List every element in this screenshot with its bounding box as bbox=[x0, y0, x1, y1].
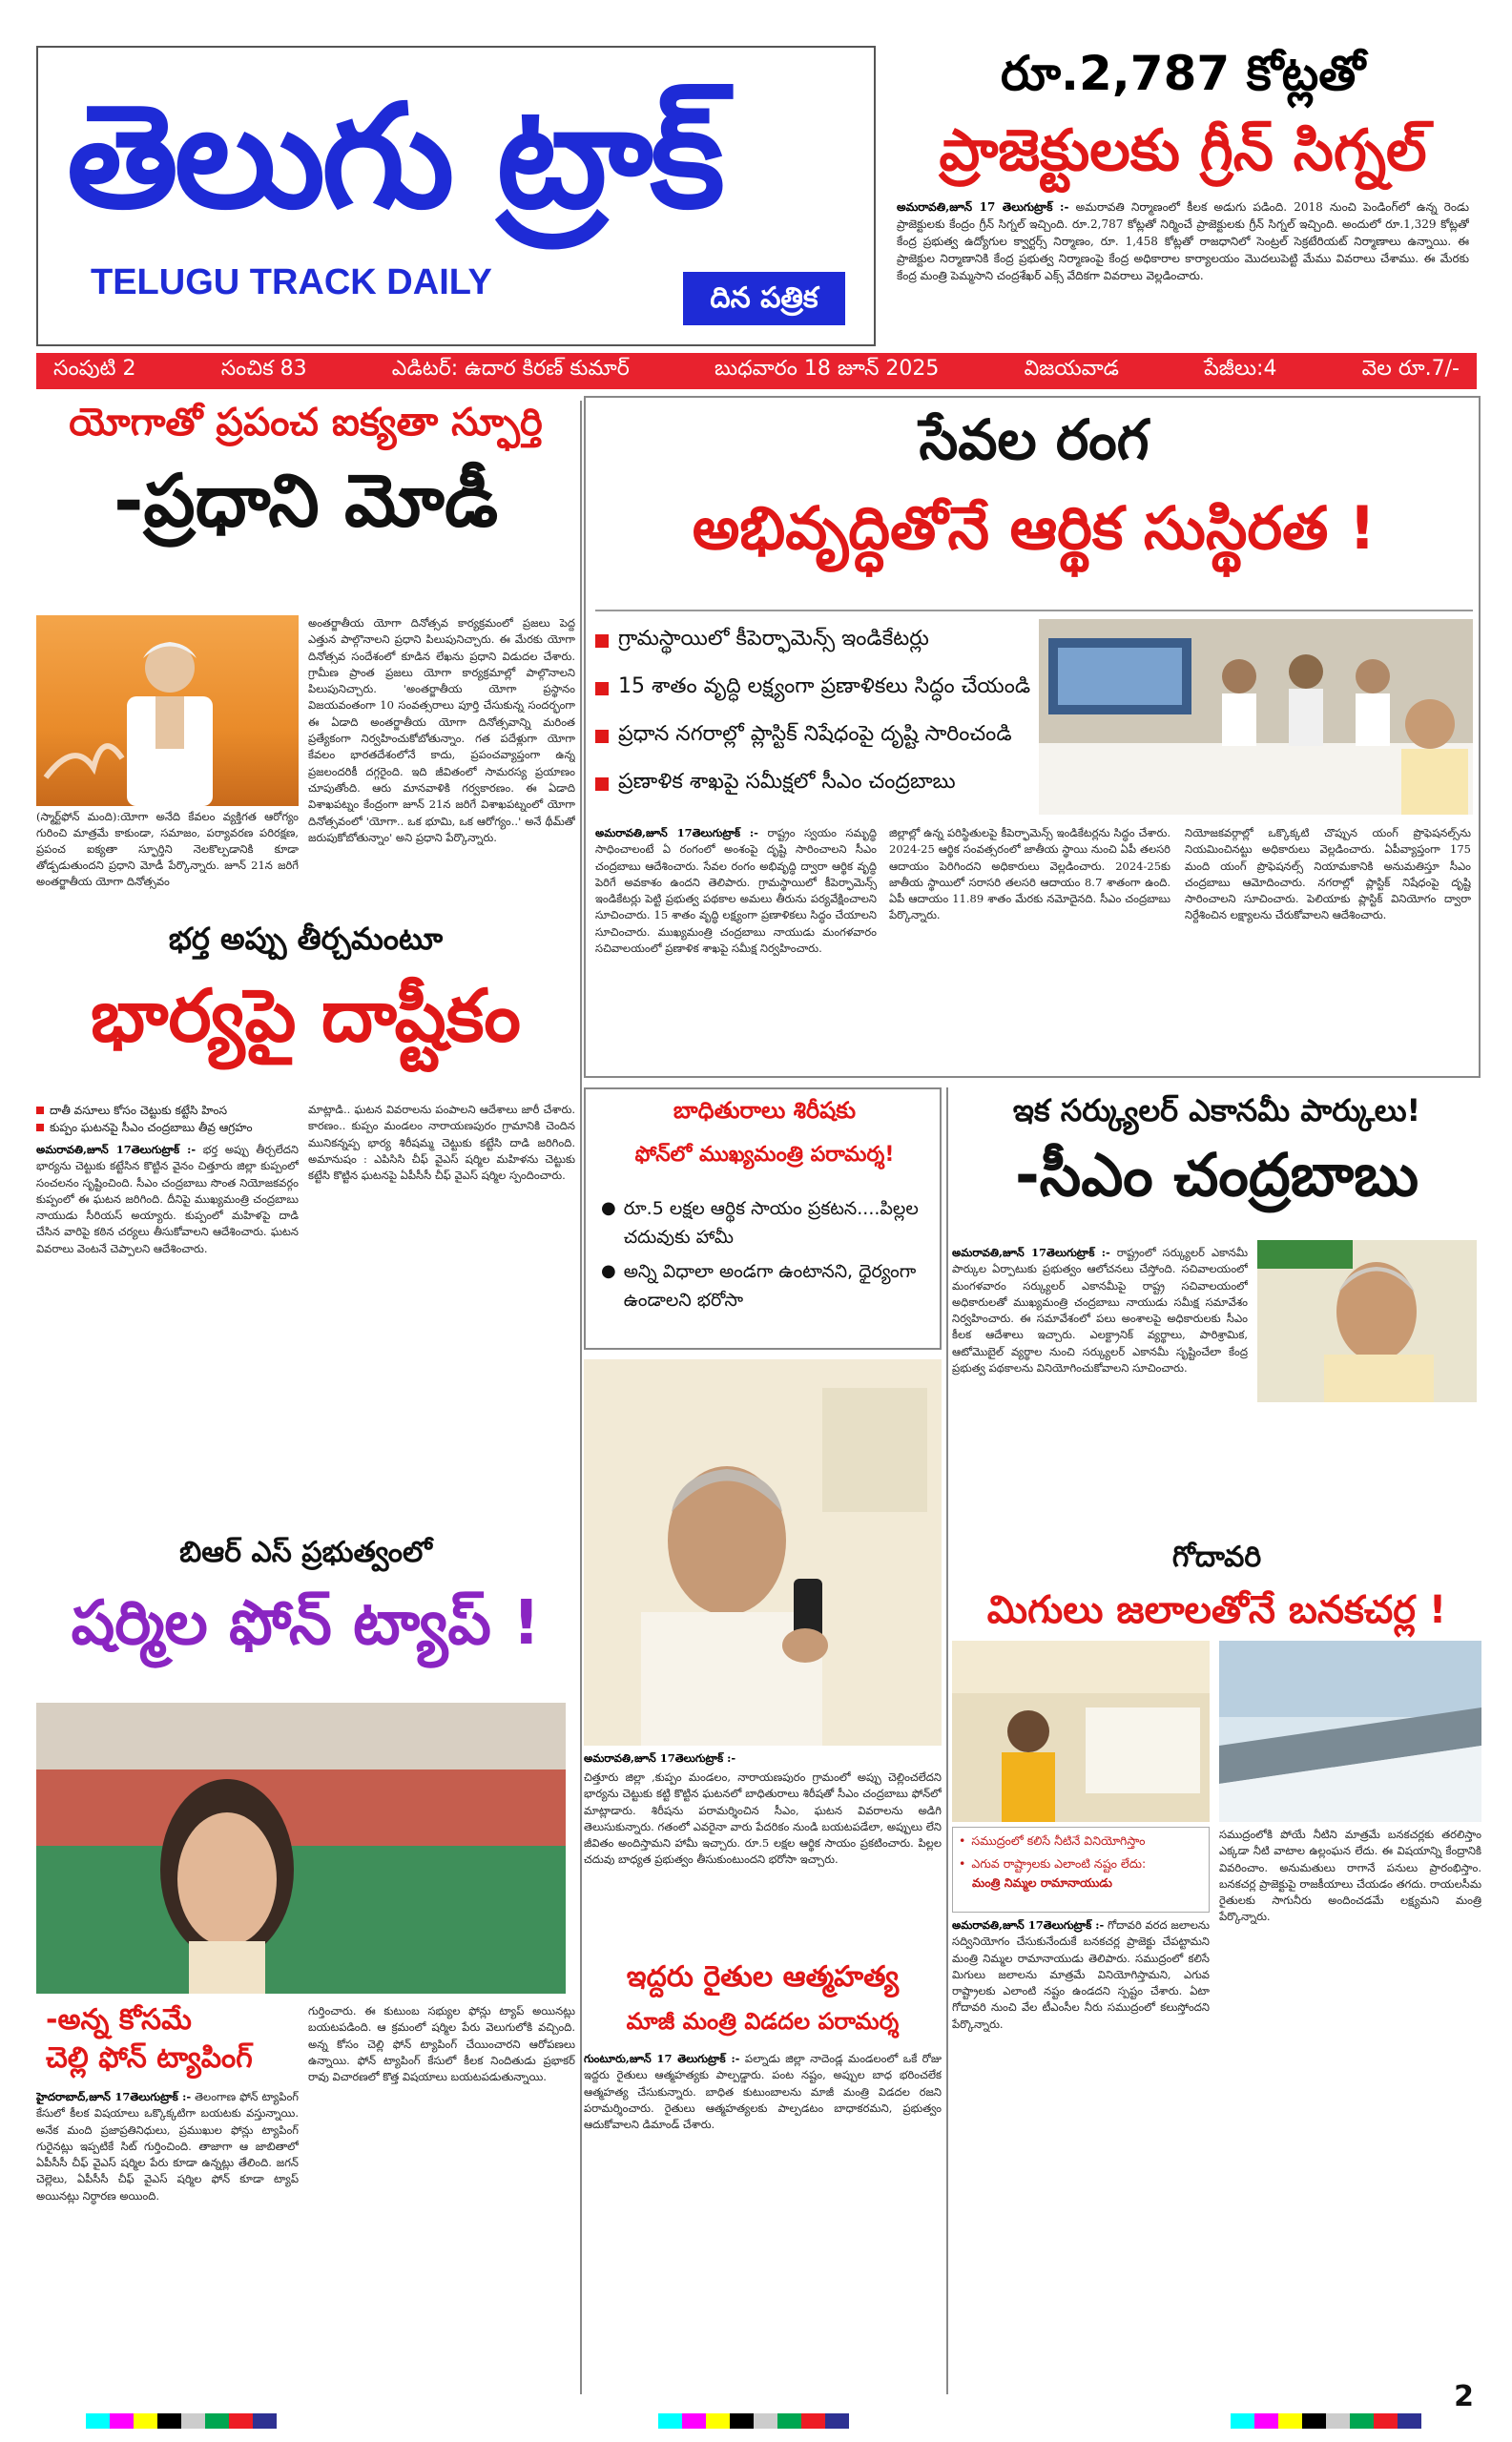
circular-photo bbox=[1257, 1240, 1477, 1402]
cm-portrait-image bbox=[1257, 1240, 1477, 1402]
seva-headline: అభివృద్ధితోనే ఆర్థిక సుస్థిరత ! bbox=[692, 493, 1377, 563]
issue-price: వెల రూ.7/- bbox=[1361, 357, 1460, 381]
bullet-square-icon bbox=[36, 1124, 44, 1131]
modi-headline: -ప్రధాని మోడీ bbox=[113, 458, 499, 543]
minister-photo-image bbox=[952, 1641, 1210, 1822]
seva-bullet: గ్రామస్థాయిలో కీపెర్ఫామెన్స్ ఇండికేటర్లు bbox=[595, 627, 1034, 655]
godavari-bullet: • సముద్రంలో కలిసే నీటినే వినియోగిస్తాం bbox=[953, 1828, 1209, 1854]
sharmila-caption-1: -అన్న కోసమే bbox=[46, 2003, 192, 2037]
issue-editor: ఎడిటర్: ఉదార కిరణ్ కుమార్ bbox=[391, 357, 630, 381]
issue-volume: సంపుటి 2 bbox=[53, 357, 136, 381]
top-story-headline: ప్రాజెక్టులకు గ్రీన్ సిగ్నల్ bbox=[939, 117, 1427, 184]
bullet-square-icon bbox=[36, 1107, 44, 1114]
godavari-col1-text: గోదావరి వరద జలాలను సద్వినియోగం చేసుకునేందుకే బనకచర్ల ప్రాజెక్టు చేపట్టామని మంత్రి నిమ్మల రామానాయుడు తెలిపారు. సముద్రంలో కలిసే మిగులు జలాలను మాత్రమే వినియోగిస్తామని, ఎగువ రాష్ట్రాలకు ఎలాంటి నష్టం ఉండదని స్పష్టం చేశారు. ఏటా గోదావరి నుంచి వేల టీఎంసీల నీరు సముద్రంలో కలుస్తోందని పేర్కొన్నారు. bbox=[952, 1918, 1210, 2031]
bullet-square-icon bbox=[595, 730, 609, 743]
seva-photo bbox=[1039, 619, 1473, 815]
meeting-photo-image bbox=[1039, 619, 1473, 815]
sharmila-dateline: హైదరాబాద్,జూన్ 17తెలుగుట్రాక్ :- bbox=[36, 2090, 192, 2103]
modi-body: అంతర్జాతీయ యోగా దినోత్సవ కార్యక్రమంలో ప్రజలు పెద్ద ఎత్తున పాల్గొనాలని ప్రధాని పిలుపునిచ్చారు. ఈ మేరకు యోగా దినోత్సవ సందేశంలో కూడిన లేఖను ప్రధాని విడుదల చేశారు. గ్రామీణ ప్రాంత ప్రజలు యోగా కార్యక్రమాల్లో పాల్గొనాలని పిలుపునిచ్చారు. 'అంతర్జాతీయ యోగా ప్రస్థానం విజయవంతంగా 10 సంవత్సరాలు పూర్తి చేసుకున్న సందర్భంగా ఈ ఏడాది అంతర్జాతీయ యోగా దినోత్సవాన్ని మరింత ప్రత్యేకంగా నిర్వహించుకోబోతున్నాం. గత పదేళ్లుగా యోగా కేవలం భారతదేశంలోనే కాదు, ప్రపంచవ్యాప్తంగా ఉన్న ప్రజలందరికీ దగ్గరైంది. ఇది జీవితంలో సామరస్య ప్రయాణం చూపుతోంది. ఆరు మానవాళికి గర్వకారణం. ఈ ఏడాది విశాఖపట్నం కేంద్రంగా జూన్ 21న జరిగే విశాఖపట్నంలో యోగా దినోత్సవంలో 'యోగా.. ఒక భూమి, ఒక ఆరోగ్యం..' అనే థీమ్‌తో జరుపుకోబోతున్నాం' అని ప్రధాని పేర్కొన్నారు. bbox=[308, 616, 575, 844]
bullet-dot-icon: • bbox=[959, 1833, 966, 1848]
sharmila-caption-2: చెల్లి ఫోన్ ట్యాపింగ్ bbox=[46, 2041, 253, 2075]
sharmila-col1-text: తెలంగాణ ఫోన్ ట్యాపింగ్ కేసులో కీలక విషయాలు ఒక్కొక్కటిగా బయటకు వస్తున్నాయి. అనేక మంది ప్రజాప్రతినిధులు, ప్రముఖుల ఫోన్లు ట్యాపింగ్ గురైనట్లు ఇప్పటికే సిట్ గుర్తించింది. తాజాగా ఆ జాబితాలో ఏపీసీసీ చీఫ్ వైఎస్ షర్మిల పేరు కూడా ఉన్నట్లు తేలింది. జగన్ చెల్లెలు, ఏపీసీసీ చీఫ్ వైఎస్ షర్మిల ఫోన్ కూడా ట్యాప్ అయినట్లు నిర్ధారణ అయింది. bbox=[36, 2090, 299, 2203]
wife-headline: భార్యపై దాష్టీకం bbox=[91, 973, 521, 1058]
modi-caption: (స్మార్ట్‌ఫోన్ మంది):యోగా అనేది కేవలం వ్యక్తిగత ఆరోగ్యం గురించి మాత్రమే కాకుండా, సమాజం, పర్యావరణ పరిరక్షణ, ప్రపంచ ఐక్యతా స్ఫూర్తిని నెలకొల్పడానికి కూడా తోడ్పడుతుందని ప్రధాని మోడీ పేర్కొన్నారు. జూన్ 21న జరిగే అంతర్జాతీయ యోగా దినోత్సవం bbox=[36, 810, 299, 888]
seva-divider bbox=[595, 610, 1473, 611]
column-divider-2 bbox=[946, 1087, 948, 2394]
seva-bullet: ప్రధాన నగరాల్లో ప్లాస్టిక్ నిషేధంపై దృష్టి సారించండి bbox=[595, 722, 1034, 751]
dam-photo-image bbox=[1219, 1641, 1481, 1822]
masthead bbox=[36, 46, 876, 346]
seva-bullet: ప్రణాళిక శాఖపై సమీక్షలో సీఎం చంద్రబాబు bbox=[595, 770, 1034, 798]
seva-col1-text: రాష్ట్రం స్వయం సమృద్ధి సాధించాలంటే ఏ రంగంలో అంశంపై దృష్టి సారించాలని సీఎం చంద్రబాబు ఆదేశించారు. సేవల రంగం అభివృద్ధి ద్వారా ఆర్థిక వృద్ధి పెరిగే అవకాశం ఉందని తెలిపారు. గ్రామస్థాయిలో కీపెర్ఫామెన్స్ ఇండికేటర్లు పెట్టి ప్రభుత్వ పథకాల అమలు తీరును పర్యవేక్షించాలని సూచించారు. 15 శాతం వృద్ధి లక్ష్యంగా ప్రణాళికలు సిద్ధం చేయాలని సూచించారు. ముఖ్యమంత్రి చంద్రబాబు నాయుడు మంగళవారం సచివాలయంలో ప్రణాళిక శాఖపై సమీక్ష నిర్వహించారు. bbox=[595, 826, 877, 956]
seva-story bbox=[584, 396, 1481, 1078]
phone-dateline: అమరావతి,జూన్ 17తెలుగుట్రాక్ :- bbox=[584, 1751, 736, 1765]
modi-kicker: యోగాతో ప్రపంచ ఐక్యతా స్ఫూర్తి bbox=[69, 401, 543, 445]
godavari-bullets bbox=[952, 1827, 1210, 1913]
newspaper-subtitle: TELUGU TRACK DAILY bbox=[91, 262, 492, 302]
phone-box-title: బాధితురాలు శిరీషకు bbox=[673, 1097, 857, 1124]
sharmila-headline: షర్మిల ఫోన్ ట్యాప్ ! bbox=[71, 1588, 541, 1659]
circular-story bbox=[952, 1087, 1481, 1536]
circular-headline: -సీఎం చంద్రబాబు bbox=[1014, 1140, 1419, 1210]
bullet-square-icon bbox=[595, 634, 609, 648]
cm-phone-photo-image bbox=[584, 1359, 942, 1746]
sharmila-photo bbox=[36, 1703, 566, 1994]
page-number: 2 bbox=[1454, 2380, 1474, 2413]
godavari-kicker: గోదావరి bbox=[1171, 1541, 1262, 1574]
wife-kicker: భర్త అప్పు తీర్చమంటూ bbox=[168, 921, 444, 957]
farmer-headline: ఇద్దరు రైతుల ఆత్మహత్య bbox=[626, 1960, 900, 1994]
phone-body: చిత్తూరు జిల్లా ,కుప్పం మండలం, నారాయణపురం గ్రామంలో అప్పు చెల్లించలేదని భార్యను చెట్టుకు కట్టి కొట్టిన ఘటనలో బాధితురాలు శిరీషతో సీఎం చంద్రబాబు ఫోన్‌లో మాట్లాడారు. శిరీషను పరామర్శించిన సీఎం, ఘటన వివరాలను అడిగి తెలుసుకున్నారు. గతంలో ఎవరైనా వారు పేదరికం నుండి బయటపడేలా, అప్పులు లేని జీవితం అందిస్తామని హామీ ఇచ్చారు. రూ.5 లక్షల ఆర్థిక సాయం ప్రకటించారు. పిల్లల చదువు బాధ్యత ప్రభుత్వం తీసుకుంటుందని భరోసా ఇచ్చారు. bbox=[584, 1770, 942, 1867]
seva-dateline: అమరావతి,జూన్ 17తెలుగుట్రాక్ :- bbox=[595, 826, 758, 839]
phone-story bbox=[584, 1087, 942, 1841]
issue-number: సంచిక 83 bbox=[220, 357, 307, 381]
top-story bbox=[887, 46, 1479, 346]
farmer-story bbox=[584, 1956, 942, 2394]
top-story-body bbox=[897, 198, 1469, 341]
wife-bullet: కుప్పం ఘటనపై సీఎం చంద్రబాబు తీవ్ర ఆగ్రహం bbox=[36, 1119, 299, 1136]
farmer-dateline: గుంటూరు,జూన్ 17 తెలుగుట్రాక్ :- bbox=[584, 2052, 740, 2065]
seva-col1 bbox=[595, 825, 877, 1073]
wife-story bbox=[36, 921, 575, 1531]
seva-col3: నియోజకవర్గాల్లో ఒక్కొక్కటి చొప్పున యంగ్ ప్రొఫెషనల్స్‌ను నియమించినట్టు అధికారులు వెల్లడించారు. ఏపీవ్యాప్తంగా 175 మంది యంగ్ ప్రొఫెషనల్స్ నియామకానికి అనుమతిస్తూ సీఎం చంద్రబాబు ఆమోదించారు. నగరాల్లో ప్లాస్టిక్ నిషేధంపై దృష్టి సారించాలని సూచించారు. పెలియాకు ప్లాస్టిక్ వినియోగం ద్వారా నిర్దేశించిన లక్ష్యాలను చేరుకోవాలని ఆదేశించారు. bbox=[1185, 826, 1471, 922]
top-story-dateline: అమరావతి,జూన్ 17 తెలుగుట్రాక్ :- bbox=[897, 200, 1069, 214]
farmer-body bbox=[584, 2051, 942, 2390]
wife-bullets bbox=[36, 1102, 299, 1136]
wife-col1 bbox=[36, 1142, 299, 1523]
issue-bar bbox=[36, 353, 1477, 389]
circular-kicker: ఇక సర్క్యులర్ ఎకానమీ పార్కులు! bbox=[1012, 1092, 1421, 1128]
modi-photo bbox=[36, 615, 299, 806]
seva-bullets bbox=[595, 627, 1034, 798]
bullet-square-icon bbox=[595, 777, 609, 791]
seva-col2: జిల్లాల్లో ఉన్న పరిస్థితులపై కీపెర్ఫామెన్స్ ఇండికేటర్లను సిద్ధం చేశారు. 2024-25 ఆర్థిక సంవత్సరంలో జాతీయ స్థాయి నుంచి ఏపీ తలసరి ఆదాయం పెరిగిందని అధికారులు వెల్లడించారు. 2024-25కు జాతీయ స్థాయిలో సరాసరి తలసరి ఆదాయం 8.7 శాతంగా ఉంది. ఏపీ ఆదాయం 11.89 శాతం మేరకు నమోదైనది. సీఎం చంద్రబాబు పేర్కొన్నారు. bbox=[889, 826, 1170, 922]
sharmila-col1 bbox=[36, 2089, 299, 2390]
wife-col2: మాట్లాడి.. ఘటన వివరాలను పంపాలని ఆదేశాలు జారీ చేశారు. కారణం.. కుప్పం మండలం నారాయణపురం గ్రామానికి చెందిన మునికన్నప్ప భార్య శిరీషమ్మ చెట్టుకు కట్టేసి దాడి జరిగింది. అమానుషం : ఎపిసిసి చీఫ్ వైఎస్ షర్మిల మహిళను చెట్టుకు కట్టేసి కొట్టిన ఘటనపై ఏపీసీసీ చీఫ్ వైఎస్ షర్మిల స్పందించారు. bbox=[308, 1103, 575, 1183]
bullet-dot-icon: ● bbox=[601, 1261, 616, 1281]
godavari-headline: మిగులు జలాలతోనే బనకచర్ల ! bbox=[986, 1588, 1447, 1632]
phone-box bbox=[584, 1087, 942, 1350]
godavari-photo-dam bbox=[1219, 1641, 1481, 1822]
sharmila-col2: గుర్తించారు. ఈ కుటుంబ సభ్యుల ఫోన్లు ట్యాప్ అయినట్లు బయటపడింది. ఆ క్రమంలో షర్మిల పేరు వెలుగులోకి వచ్చింది. అన్న కోసం చెల్లి ఫోన్ ట్యాపింగ్ చేయించారని ఆరోపణలు ఉన్నాయి. ఫోన్ ట్యాపింగ్ కేసులో కీలక నిందితుడు ప్రభాకర్ రావు విచారణలో కొత్త విషయాలు బయటపడుతున్నాయి. bbox=[308, 2004, 575, 2084]
top-story-kicker: రూ.2,787 కోట్లతో bbox=[1000, 46, 1366, 101]
sharmila-photo-image bbox=[36, 1703, 566, 1994]
bullet-square-icon bbox=[595, 682, 609, 695]
circular-text: రాష్ట్రంలో సర్క్యులర్ ఎకానమీ పార్కుల ఏర్పాటుకు ప్రభుత్వం ఆలోచనలు చేస్తోంది. సచివాలయంలో మంగళవారం సర్క్యులర్ ఎకానమీపై రాష్ట్ర సచివాలయంలో అధికారులతో ముఖ్యమంత్రి చంద్రబాబు నాయుడు సమీక్ష సమావేశం నిర్వహించారు. ఈ సమావేశంలో పలు అంశాలపై అధికారులకు సీఎం కీలక ఆదేశాలు ఇచ్చారు. ఎలక్ట్రానిక్ వ్యర్థాలు, పారిశ్రామిక, ఆటోమొబైల్ వ్యర్థాల నుంచి సర్క్యులర్ ఎకానమీ సృష్టించేలా కేంద్ర ప్రభుత్వ పథకాలను వినియోగించుకోవాలని సూచించారు. bbox=[952, 1246, 1248, 1376]
bullet-dot-icon: ● bbox=[601, 1198, 616, 1218]
print-color-strip bbox=[86, 2413, 277, 2429]
phone-photo bbox=[584, 1359, 942, 1746]
wife-dateline: అమరావతి,జూన్ 17తెలుగుట్రాక్ :- bbox=[36, 1143, 197, 1156]
godavari-col2: సముద్రంలోకి పోయే నీటిని మాత్రమే బనకచర్లకు తరలిస్తాం ఎక్కడా నీటి వాటాల ఉల్లంఘన లేదు. ఈ విషయాన్ని కేంద్రానికి వివరించాం. అనుమతులు రాగానే పనులు ప్రారంభిస్తాం. బనకచర్ల ప్రాజెక్టుపై రాజకీయాలు చేయడం తగదు. రాయలసీమ రైతులకు సాగునీరు అందించడమే లక్ష్యమని మంత్రి పేర్కొన్నారు. bbox=[1219, 1828, 1481, 1924]
seva-kicker: సేవల రంగ bbox=[919, 407, 1150, 472]
modi-photo-image bbox=[36, 615, 299, 806]
sharmila-story bbox=[36, 1536, 575, 2394]
farmer-sub: మాజీ మంత్రి విడదల పరామర్శ bbox=[626, 2008, 900, 2035]
godavari-bullet: • ఎగువ రాష్ట్రాలకు ఎలాంటి నష్టం లేదు: bbox=[953, 1854, 1209, 1873]
wife-bullet: దాతీ వసూలు కోసం చెట్టుకు కట్టేసి హింస bbox=[36, 1102, 299, 1119]
print-color-strip bbox=[658, 2413, 849, 2429]
godavari-photo-minister bbox=[952, 1641, 1210, 1822]
daily-badge: దిన పత్రిక bbox=[683, 272, 845, 325]
top-story-text: అమరావతి నిర్మాణంలో కీలక అడుగు పడింది. 2018 నుంచి పెండింగ్‌లో ఉన్న రెండు ప్రాజెక్టులకు కేంద్రం గ్రీన్ సిగ్నల్ ఇచ్చింది. రూ.2,787 కోట్లతో నిర్మించే ప్రాజెక్టులకు గ్రీన్ సిగ్నల్ ఇచ్చింది. అందులో రూ.1,329 కోట్లతో కేంద్ర ప్రభుత్వ ఉద్యోగుల క్వార్టర్స్ నిర్మాణం, రూ. 1,458 కోట్లతో రాజధానిలో సెంట్రల్ సెక్రటేరియట్ నిర్మాణాలు ఉన్నాయి. ఈ ప్రాజెక్టుల నిర్మాణానికి కేంద్ర ప్రభుత్వ నిర్మాణంపై కేంద్ర అధికారాల కార్యాలయం మొదలుపెట్టి మేము వివరాలు చేశాము. ఈ మేరకు కేంద్ర మంత్రి పెమ్మసాని చంద్రశేఖర్ ఎక్స్ వేదికగా వివరాలు వెల్లడించారు. bbox=[897, 200, 1469, 282]
seva-bullet: 15 శాతం వృద్ధి లక్ష్యంగా ప్రణాళికలు సిద్ధం చేయండి bbox=[595, 674, 1034, 703]
phone-box-sub: ఫోన్‌లో ముఖ్యమంత్రి పరామర్శ! bbox=[634, 1143, 895, 1167]
godavari-dateline: అమరావతి,జూన్ 17తెలుగుట్రాక్ :- bbox=[952, 1918, 1105, 1932]
sharmila-kicker: బిఆర్ ఎస్ ప్రభుత్వంలో bbox=[179, 1536, 432, 1569]
godavari-col1 bbox=[952, 1917, 1210, 2390]
bullet-dot-icon: • bbox=[959, 1856, 966, 1871]
phone-bullets bbox=[601, 1194, 930, 1314]
godavari-bullet-minister: మంత్రి నిమ్మల రామానాయుడు bbox=[972, 1875, 1112, 1890]
modi-story bbox=[36, 401, 575, 916]
issue-city: విజయవాడ bbox=[1024, 357, 1119, 381]
circular-dateline: అమరావతి,జూన్ 17తెలుగుట్రాక్ :- bbox=[952, 1246, 1110, 1259]
wife-col1-text: భర్త అప్పు తీర్చలేదని భార్యను చెట్టుకు కట్టేసిన కొట్టిన వైనం చిత్తూరు జిల్లా కుప్పంలో సంచలనం సృష్టించింది. సీఎం చంద్రబాబు సొంత నియోజకవర్గం కుప్పంలో ఈ ఘటన జరిగింది. దీనిపై ముఖ్యమంత్రి చంద్రబాబు నాయుడు సీరియస్ అయ్యారు. కుప్పంలో మహిళపై దాడి చేసిన వారిపై కఠిన చర్యలు తీసుకోవాలని ఆదేశించారు. ఘటన వివరాలు వెంటనే చెప్పాలని ఆదేశించారు. bbox=[36, 1143, 299, 1255]
godavari-story bbox=[952, 1541, 1481, 2394]
circular-body bbox=[952, 1245, 1248, 1531]
column-divider bbox=[580, 401, 582, 2394]
print-color-strip bbox=[1231, 2413, 1421, 2429]
phone-bullet: ● రూ.5 లక్షల ఆర్థిక సాయం ప్రకటన....పిల్లల చదువుకు హామీ bbox=[601, 1194, 930, 1252]
newspaper-title: తెలుగు ట్రాక్ bbox=[67, 74, 721, 240]
phone-bullet: ● అన్ని విధాలా అండగా ఉంటానని, ధైర్యంగా ఉండాలని భరోసా bbox=[601, 1257, 930, 1314]
issue-date: బుధవారం 18 జూన్ 2025 bbox=[714, 357, 940, 381]
issue-pages: పేజీలు:4 bbox=[1204, 357, 1277, 381]
farmer-text: పల్నాడు జిల్లా నాదెండ్ల మండలంలో ఒకే రోజు ఇద్దరు రైతులు ఆత్మహత్యకు పాల్పడ్డారు. పంట నష్టం, అప్పుల బాధ భరించలేక ఆత్మహత్య చేసుకున్నారు. బాధిత కుటుంబాలను మాజీ మంత్రి విడదల రజని పరామర్శించారు. రైతులు ఆత్మహత్యలకు పాల్పడటం బాధాకరమని, ప్రభుత్వం ఆదుకోవాలని డిమాండ్ చేశారు. bbox=[584, 2052, 942, 2132]
